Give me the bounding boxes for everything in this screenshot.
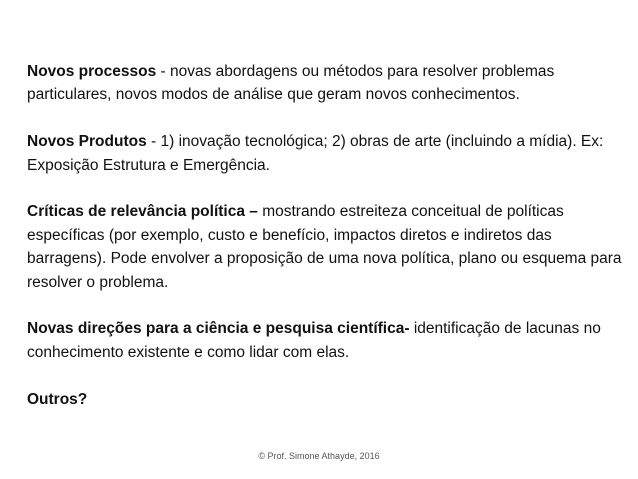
paragraph-heading: Novos Produtos [27, 133, 147, 151]
paragraph-heading: Outros? [27, 390, 88, 408]
paragraph-heading: Novos processos [27, 63, 157, 80]
paragraph-outros [27, 388, 627, 411]
paragraph-text: mostrando estreiteza conceitual de políticas específicas (por exemplo, custo e benefício, impactos diretos e indiretos das barragens). Pode envolver a proposição de uma nova política, plano ou esquema para resolver o problema. [27, 203, 622, 291]
paragraph-criticas [27, 200, 627, 294]
paragraph-text: identificação de lacunas no conhecimento existente e como lidar com elas. [27, 320, 601, 361]
slide-body [27, 60, 627, 411]
paragraph-heading: Críticas de relevância política – [27, 203, 258, 221]
paragraph-heading: Novas direções para a ciência e pesquisa científica- [27, 320, 410, 338]
paragraph-text: - 1) inovação tecnológica; 2) obras de arte (incluindo a mídia). Ex: Exposição Estrutura e Emergência. [27, 133, 604, 174]
copyright-footer: © Prof. Simone Athayde, 2016 [258, 451, 380, 461]
paragraph-text: - novas abordagens ou métodos para resolver problemas particulares, novos modos de análise que geram novos conhecimentos. [27, 63, 555, 104]
paragraph-novos-processos [27, 60, 627, 107]
paragraph-novas-direcoes [27, 317, 627, 364]
paragraph-novos-produtos [27, 130, 627, 177]
